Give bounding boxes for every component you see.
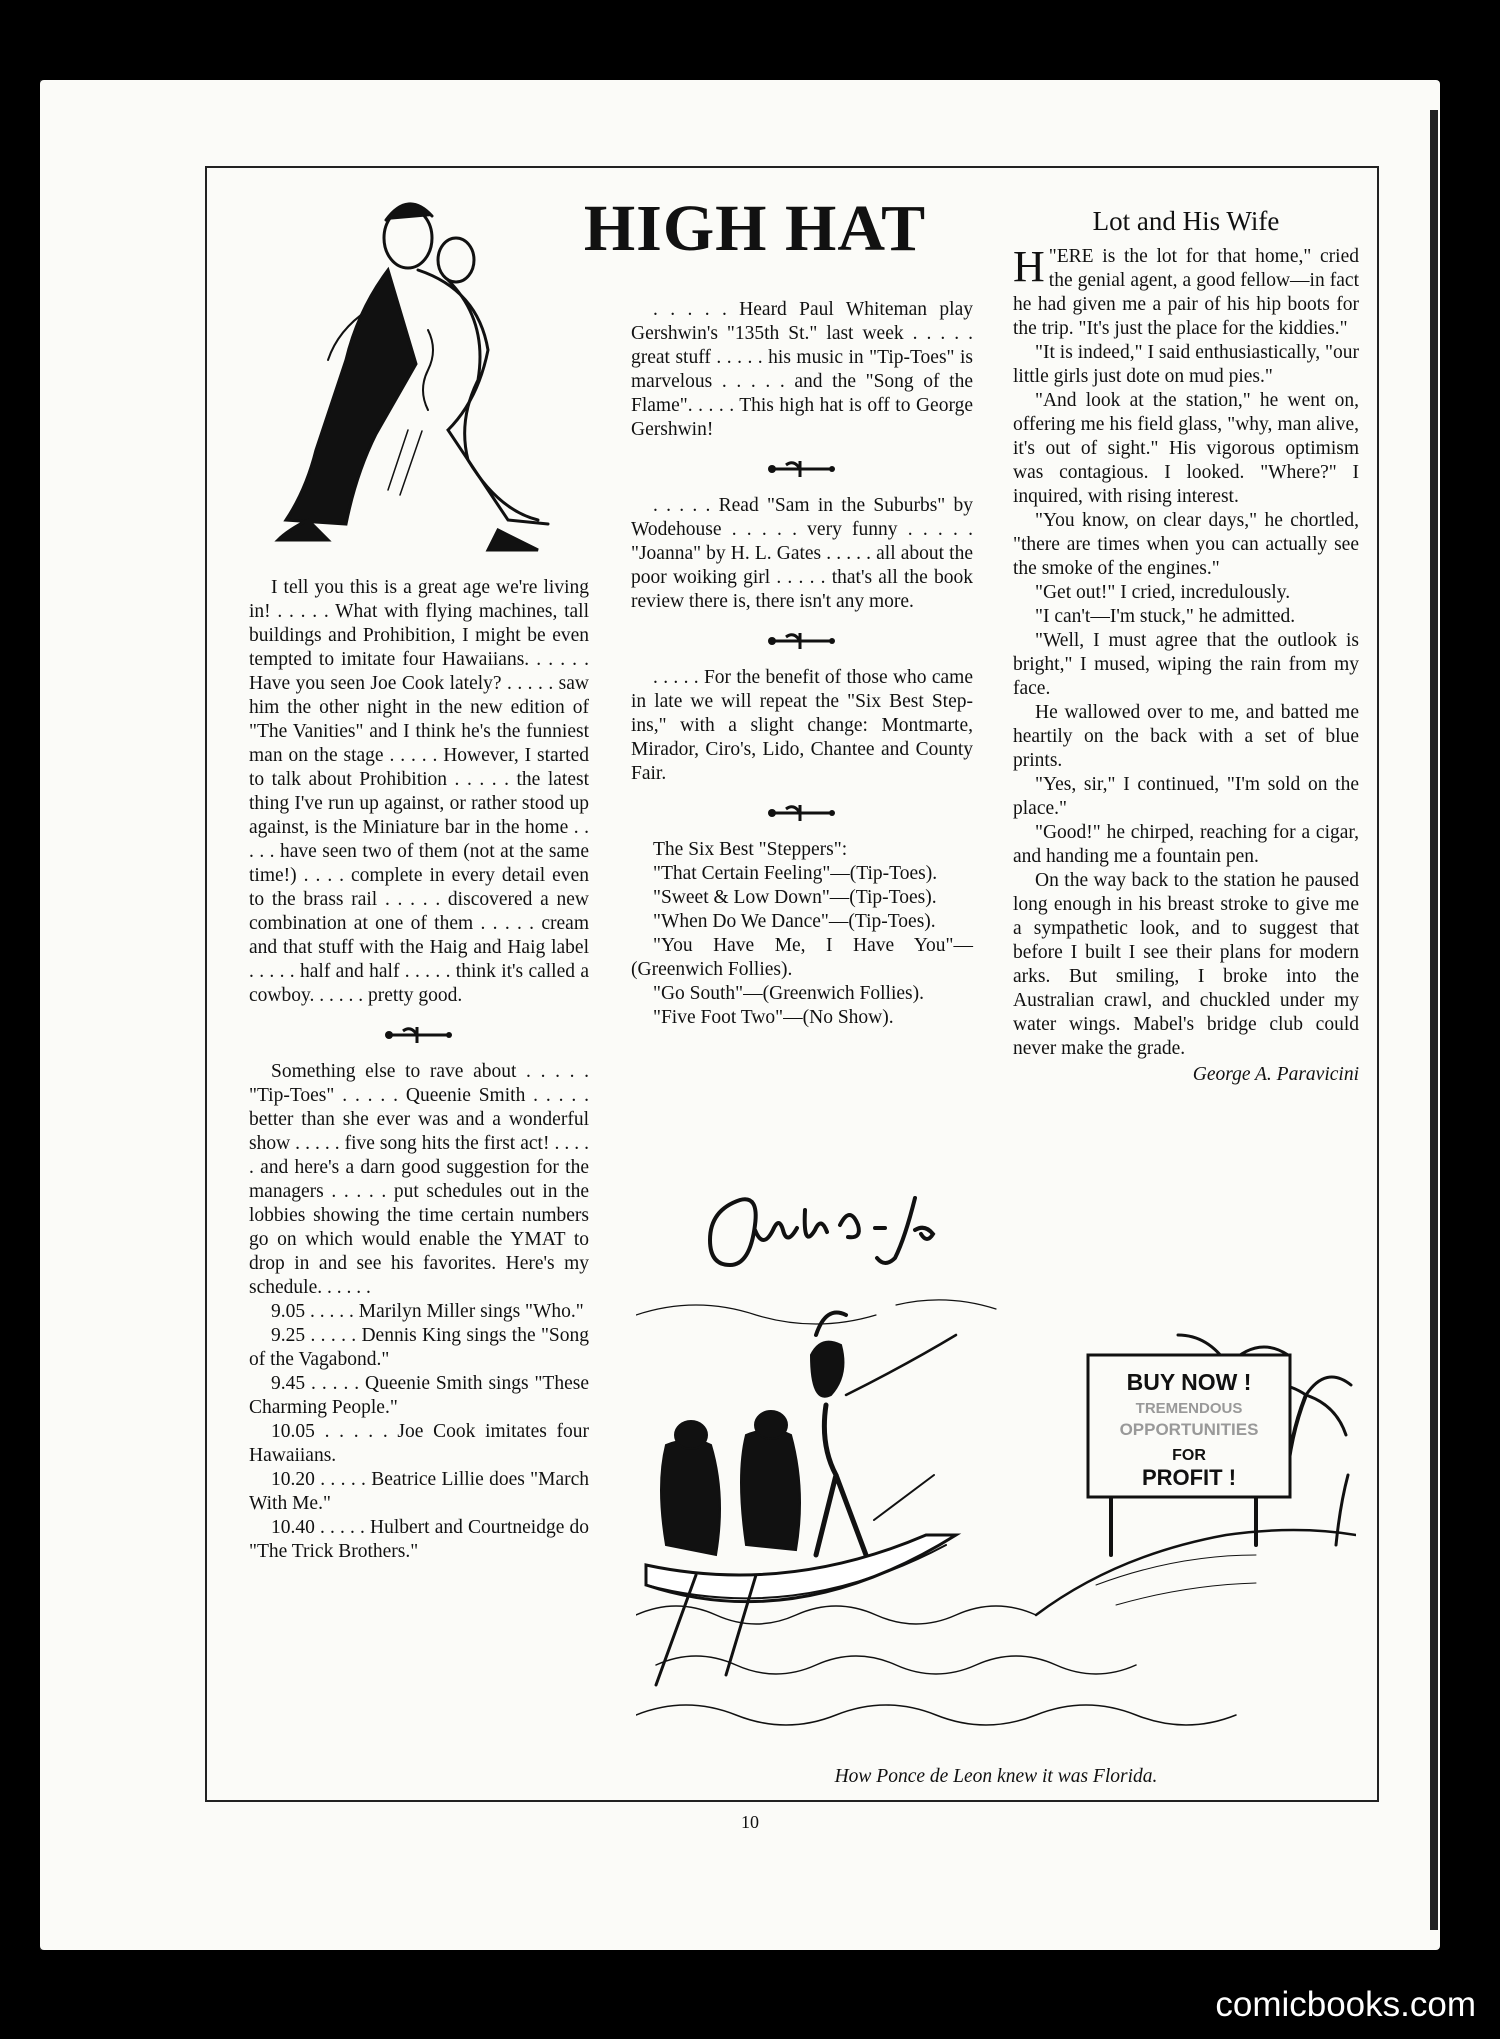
schedule-item: 10.40 . . . . . Hulbert and Courtneidge do "The Trick Brothers."	[249, 1517, 589, 1562]
sign-line-3: OPPORTUNITIES	[1119, 1420, 1259, 1439]
ponce-de-leon-cartoon	[636, 1285, 1356, 1755]
ornament-divider-icon	[766, 456, 838, 478]
paragraph: "And look at the station," he went on, offering me his field glass, "why, man alive, it's out of sight." His vigorous optimism was contagious. I looked. "Where?" I inquired, with rising interest.	[1013, 390, 1359, 507]
page-number: 10	[741, 1812, 759, 1832]
paragraph: Something else to rave about . . . . . "Tip-Toes" . . . . . Queenie Smith . . . . . better than she ever was and a wonderful show . . . . . five song hits the first act! . . . . . and here's a darn good suggestion for the managers . . . . . put schedules out in the lobbies showing the time certain numbers go on which would enable the YMAT to drop in and see his favorites. Here's my schedule. . . . . .	[249, 1061, 589, 1298]
stepper-item: "Five Foot Two"—(No Show).	[653, 1007, 894, 1028]
paragraph: "Get out!" I cried, incredulously.	[1035, 582, 1291, 603]
column-high-hat-left	[249, 576, 589, 1564]
paragraph: . . . . . For the benefit of those who came in late we will repeat the "Six Best Step-ins," with a slight change: Montmarte, Mirador, Ciro's, Lido, Chantee and County Fair.	[631, 667, 973, 784]
stepper-item: "You Have Me, I Have You"—(Greenwich Follies).	[631, 935, 973, 980]
cartoon-caption: How Ponce de Leon knew it was Florida.	[834, 1766, 1158, 1787]
ornament-divider-icon	[766, 628, 838, 650]
article-title: Lot and His Wife	[1092, 206, 1280, 236]
ornament-divider-icon	[383, 1022, 455, 1044]
paragraph: "I can't—I'm stuck," he admitted.	[1035, 606, 1296, 627]
schedule-item: 9.45 . . . . . Queenie Smith sings "These Charming People."	[249, 1373, 589, 1418]
drop-cap: H	[1013, 242, 1045, 291]
stepper-item: "When Do We Dance"—(Tip-Toes).	[653, 911, 936, 932]
column-lot-and-his-wife	[1013, 242, 1359, 1087]
column-high-hat-middle	[631, 298, 973, 1030]
sign-line-1: BUY NOW !	[1126, 1369, 1252, 1395]
dancing-couple-illustration	[268, 190, 558, 562]
sign-line-4: FOR	[1172, 1447, 1206, 1464]
sign-line-5: PROFIT !	[1141, 1465, 1237, 1490]
paragraph: "Yes, sir," I continued, "I'm sold on the place."	[1013, 774, 1359, 819]
paragraph: On the way back to the station he paused long enough in his breast stroke to give me a sympathetic look, and to suggest that before I built I see their plans for modern arks. But smiling, I broke into the Australian crawl, and chuckled under my water wings. Mabel's bridge club could never make the grade.	[1013, 870, 1359, 1059]
stepper-item: "That Certain Feeling"—(Tip-Toes).	[653, 863, 938, 884]
ornament-divider-icon	[766, 800, 838, 822]
opening-paragraph: " H ERE is the lot for that home," cried the genial agent, a good fellow—in fact he had given me a pair of his hip boots for the trip. "It's just the place for the kiddies."	[1013, 242, 1359, 339]
opening-text: is the lot for that home," cried the genial agent, a good fellow—in fact he had given me a pair of his hip boots for the trip. "It's just the place for the kiddies."	[1013, 246, 1359, 339]
stepper-item: "Go South"—(Greenwich Follies).	[653, 983, 925, 1004]
schedule-item: 10.20 . . . . . Beatrice Lillie does "March With Me."	[249, 1469, 589, 1514]
paragraph: "You know, on clear days," he chortled, "there are times when you can actually see the smoke of the engines."	[1013, 510, 1359, 579]
schedule-item: 10.05 . . . . . Joe Cook imitates four Hawaiians.	[249, 1421, 589, 1466]
paragraph: I tell you this is a great age we're living in! . . . . . What with flying machines, tall buildings and Prohibition, I might be even tempted to imitate four Hawaiians. . . . . . Have you seen Joe Cook lately? . . . . . saw him the other night in the new edition of "The Vanities" and I think he's the funniest man on the stage . . . . . However, I started to talk about Prohibition . . . . . the latest thing I've run up against, or rather stood up against, is the Miniature bar in the home . . . . . have seen two of them (not at the same time!) . . . . complete in every detail even to the brass rail . . . . . discovered a new combination at one of them . . . . . cream and that stuff with the Haig and Haig label . . . . . half and half . . . . . think it's called a cowboy. . . . . . pretty good.	[249, 577, 589, 1006]
paragraph: He wallowed over to me, and batted me heartily on the back with a set of blue prints.	[1013, 702, 1359, 771]
paragraph: . . . . . Heard Paul Whiteman play Gershwin's "135th St." last week . . . . . great stuff . . . . . his music in "Tip-Toes" is marvelous . . . . . and the "Song of the Flame". . . . . This high hat is off to George Gershwin!	[631, 299, 973, 440]
paragraph: "Good!" he chirped, reaching for a cigar, and handing me a fountain pen.	[1013, 822, 1359, 867]
paragraph: "Well, I must agree that the outlook is bright," I mused, wiping the rain from my face.	[1013, 630, 1359, 699]
paragraph: . . . . . Read "Sam in the Suburbs" by Wodehouse . . . . . very funny . . . . . "Joanna" by H. L. Gates . . . . . all about the poor woiking girl . . . . . that's all the book review there is, there isn't any more.	[631, 495, 973, 612]
steppers-heading: The Six Best "Steppers":	[653, 839, 848, 860]
page-title: HIGH HAT	[583, 192, 927, 265]
sign-line-2: TREMENDOUS	[1135, 1400, 1243, 1417]
next-page-edge	[1430, 110, 1438, 1930]
schedule-item: 9.05 . . . . . Marilyn Miller sings "Who."	[271, 1301, 584, 1322]
handwritten-signature	[700, 1180, 960, 1275]
paragraph: "It is indeed," I said enthusiastically, "our little girls just dote on mud pies."	[1013, 342, 1359, 387]
author-byline: George A. Paravicini	[1192, 1064, 1359, 1085]
opening-word: ERE	[1056, 246, 1094, 267]
site-watermark: comicbooks.com	[1215, 1985, 1476, 2024]
schedule-item: 9.25 . . . . . Dennis King sings the "Song of the Vagabond."	[249, 1325, 589, 1370]
stepper-item: "Sweet & Low Down"—(Tip-Toes).	[653, 887, 937, 908]
